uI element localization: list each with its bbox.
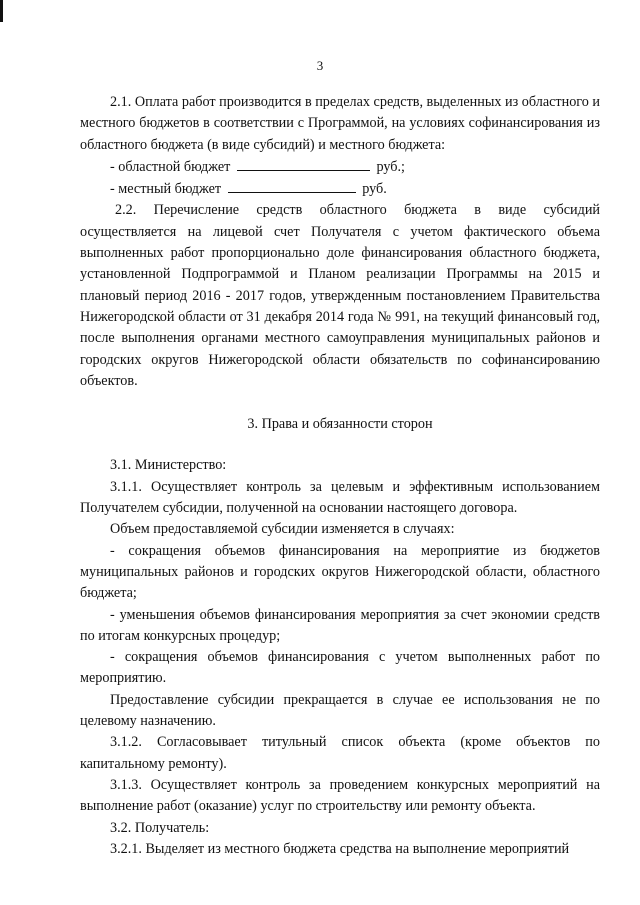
regional-budget-line bbox=[80, 156, 600, 178]
page-number: 3 bbox=[316, 58, 324, 73]
local-budget-label: - местный бюджет bbox=[110, 181, 222, 198]
paragraph-3-1-1: 3.1.1. Осуществляет контроль за целевым и эффективным использованием Получателем субсидии, полученной на основании настоящего договора. bbox=[80, 478, 600, 517]
local-budget-blank[interactable] bbox=[228, 178, 356, 193]
case-1: - сокращения объемов финансирования на мероприятие из бюджетов муниципальных районов и городских округов Нижегородской области, областного бюджета; bbox=[80, 542, 600, 602]
paragraph-2-1: 2.1. Оплата работ производится в пределах средств, выделенных из областного и местного бюджетов в соответствии с Программой, на условиях софинансирования из областного бюджета (в виде субсидий) и местного бюджета: bbox=[80, 94, 601, 153]
regional-budget-blank[interactable] bbox=[237, 156, 370, 171]
section-3-heading: 3. Права и обязанности сторон bbox=[247, 416, 433, 433]
local-budget-currency: руб. bbox=[362, 181, 387, 198]
subsidy-change-intro: Объем предоставляемой субсидии изменяется в случаях: bbox=[110, 521, 455, 538]
document-body bbox=[80, 92, 600, 860]
paragraph-3-2-1: 3.2.1. Выделяет из местного бюджета средства на выполнение мероприятий bbox=[110, 840, 570, 857]
termination-clause: Предоставление субсидии прекращается в случае ее использования не по целевому назначению. bbox=[80, 691, 600, 730]
case-2: - уменьшения объемов финансирования мероприятия за счет экономии средств по итогам конкурсных процедур; bbox=[80, 606, 600, 644]
paragraph-3-1: 3.1. Министерство: bbox=[110, 457, 227, 474]
paragraph-2-2: 2.2. Перечисление средств областного бюджета в виде субсидий осуществляется на лицевой счет Получателя с учетом фактического объема выполненных работ пропорционально доле финансирования областного бюджета, установленной Подпрограммой и Планом реализации Программы на 2015 и плановый период 2016 - 2017 годов, утвержденным постановлением Правительства Нижегородской области от 31 декабря 2014 года № 991, на текущий финансовый год, после выполнения органами местного самоуправления муниципальных районов и городских округов Нижегородской области обязательств по софинансированию объектов. bbox=[80, 202, 600, 389]
case-3: - сокращения объемов финансирования с учетом выполненных работ по мероприятию. bbox=[80, 649, 600, 687]
regional-budget-label: - областной бюджет bbox=[110, 158, 231, 175]
local-budget-line bbox=[80, 178, 600, 200]
paragraph-3-1-3: 3.1.3. Осуществляет контроль за проведением конкурсных мероприятий на выполнение работ (оказание) услуг по строительству или ремонту объекта. bbox=[80, 776, 600, 815]
regional-budget-currency: руб.; bbox=[376, 158, 405, 175]
scan-edge-mark bbox=[0, 0, 3, 22]
paragraph-3-2: 3.2. Получатель: bbox=[110, 819, 210, 836]
paragraph-3-1-2: 3.1.2. Согласовывает титульный список объекта (кроме объектов по капитальному ремонту). bbox=[80, 734, 600, 772]
